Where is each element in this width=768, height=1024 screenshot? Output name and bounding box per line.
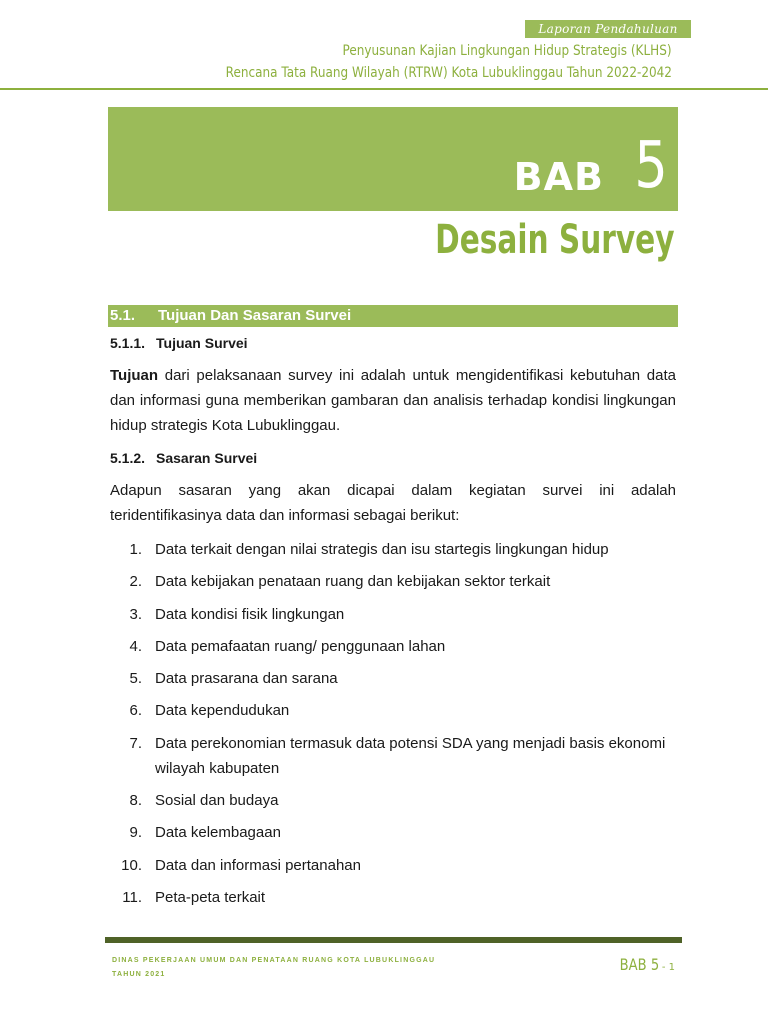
list-item-text: Data prasarana dan sarana <box>155 670 338 688</box>
subsection-heading-sasaran <box>110 450 257 466</box>
section-number: 5.1. <box>110 307 136 324</box>
chapter-title: Desain Survey <box>435 217 675 263</box>
list-item-number: 1. <box>129 541 142 558</box>
list-item-text: Sosial dan budaya <box>155 792 279 810</box>
list-item-number: 6. <box>129 702 142 720</box>
paragraph-body: dari pelaksanaan survey ini adalah untuk mengidentifikasi kebutuhan data dan informasi guna memberikan gambaran dan analisis terhadap kondisi lingkungan hidup strategis Kota Lubuklinggau. <box>110 367 676 434</box>
list-item <box>110 634 676 659</box>
list-item <box>110 666 676 691</box>
subsection-number: 5.1.2. <box>110 450 146 466</box>
list-item <box>110 731 676 781</box>
list-item-number: 11. <box>122 888 142 906</box>
list-item-text: Data kondisi fisik lingkungan <box>155 605 345 623</box>
subsection-title: Sasaran Survei <box>156 450 258 466</box>
footer-page-index: - 1 <box>658 962 675 973</box>
list-item <box>110 788 676 813</box>
list-item <box>110 885 676 910</box>
data-requirements-list <box>110 537 676 917</box>
list-item-text: Data kelembagaan <box>155 824 281 842</box>
list-item-text: Data kebijakan penataan ruang dan kebijakan sektor terkait <box>155 573 551 591</box>
list-item-number: 3. <box>129 605 142 623</box>
chapter-word: BAB <box>513 155 604 199</box>
list-item <box>110 820 676 845</box>
list-item-number: 9. <box>129 824 142 842</box>
sasaran-paragraph: Adapun sasaran yang akan dicapai dalam kegiatan survei ini adalah teridentifikasinya data dan informasi sebagai berikut: <box>110 482 676 524</box>
list-item-number: 8. <box>129 792 142 810</box>
list-item <box>110 602 676 627</box>
header-title-line2: Rencana Tata Ruang Wilayah (RTRW) Kota Lubuklinggau Tahun 2022-2042 <box>225 65 672 81</box>
footer-year: TAHUN 2021 <box>112 971 166 978</box>
subsection-title: Tujuan Survei <box>156 335 248 351</box>
report-type-tag: Laporan Pendahuluan <box>525 20 691 38</box>
footer-divider <box>105 937 682 943</box>
header-title-line1: Penyusunan Kajian Lingkungan Hidup Strategis (KLHS) <box>342 43 672 59</box>
chapter-number: 5 <box>634 129 668 203</box>
footer-organization: DINAS PEKERJAAN UMUM DAN PENATAAN RUANG KOTA LUBUKLINGGAU <box>112 957 436 964</box>
list-item-text: Data kependudukan <box>155 702 290 720</box>
list-item-text: Data perekonomian termasuk data potensi SDA yang menjadi basis ekonomi wilayah kabupaten <box>155 734 666 777</box>
footer-page-number <box>611 955 676 974</box>
list-item-text: Data dan informasi pertanahan <box>155 856 361 874</box>
section-heading <box>108 305 678 327</box>
list-item-number: 10. <box>121 856 142 874</box>
footer-page-chapter: BAB 5 <box>619 955 659 974</box>
section-title: Tujuan Dan Sasaran Survei <box>158 307 352 324</box>
list-item-text: Data pemafaatan ruang/ penggunaan lahan <box>155 637 446 655</box>
list-item-number: 4. <box>129 637 142 655</box>
list-item-text: Data terkait dengan nilai strategis dan isu startegis lingkungan hidup <box>155 541 609 558</box>
list-item <box>110 853 676 878</box>
tujuan-paragraph <box>110 363 676 438</box>
list-item <box>110 569 676 594</box>
paragraph-lead-word: Tujuan <box>110 367 159 384</box>
list-item-text: Peta-peta terkait <box>155 888 266 906</box>
list-item-number: 7. <box>129 734 142 752</box>
list-item-number: 2. <box>129 573 142 591</box>
list-item <box>110 698 676 723</box>
list-item <box>110 537 676 562</box>
subsection-heading-tujuan <box>110 335 248 351</box>
list-item-number: 5. <box>129 670 142 688</box>
subsection-number: 5.1.1. <box>110 335 146 351</box>
header-divider <box>0 88 768 90</box>
